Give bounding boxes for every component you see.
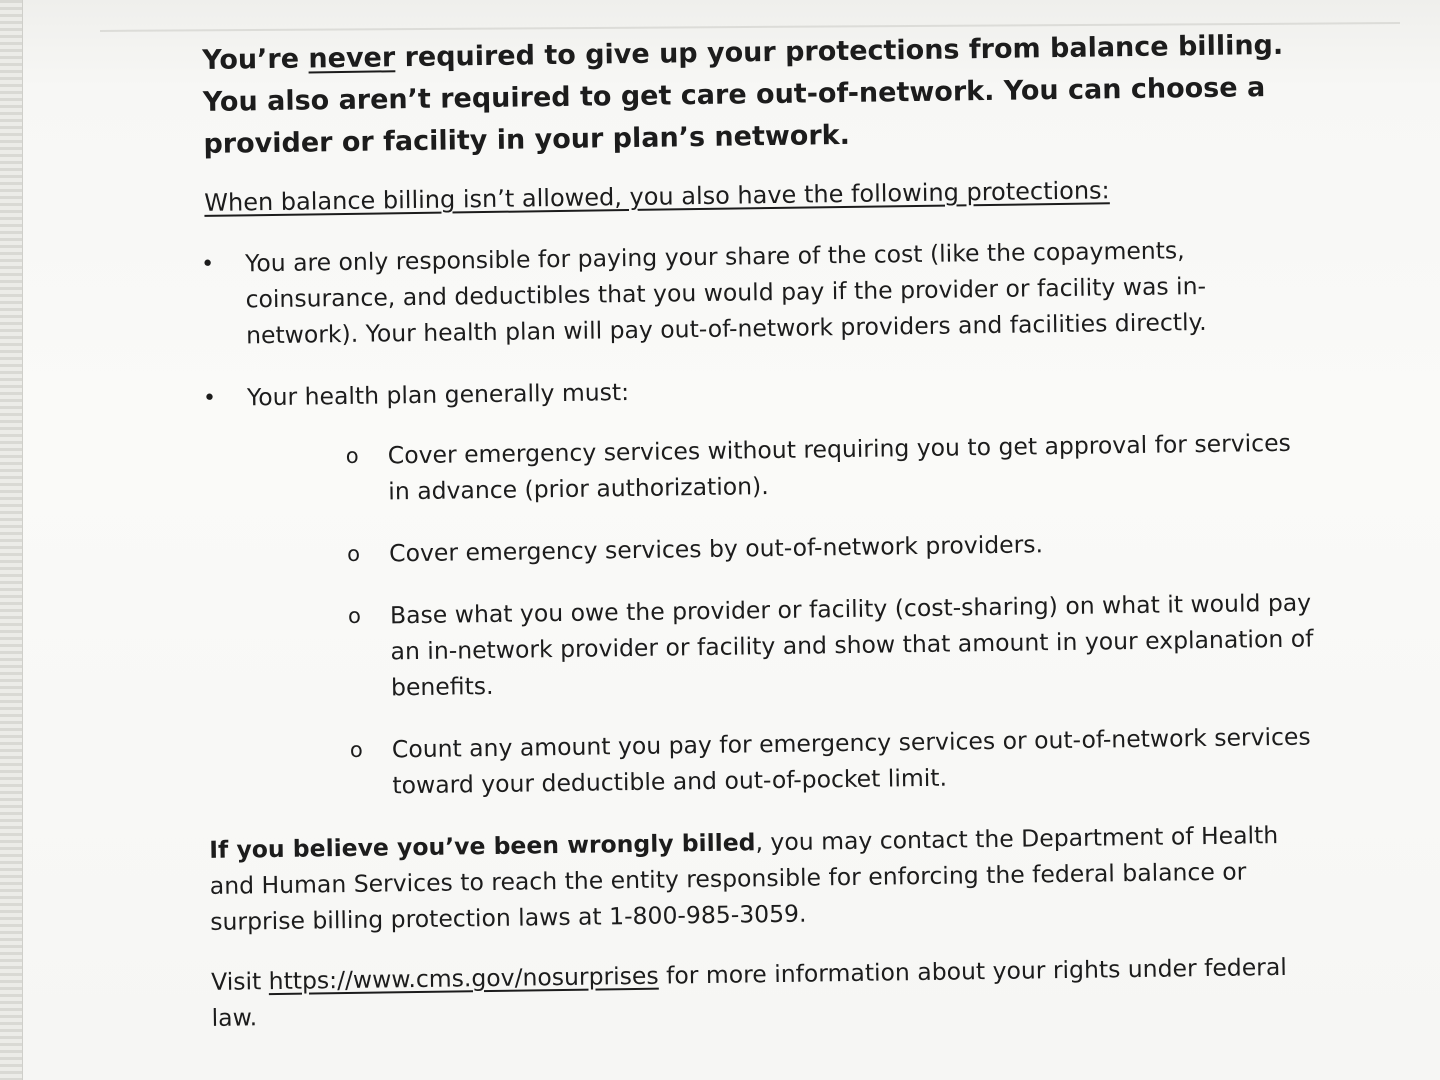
list-item-text: You are only responsible for paying your share of the cost (like the copayments, coinsurance, and deductibles that you would pay if the provider or facility was in-network). Your health plan will pay out-of-network providers and facilities directly. [244,236,1207,350]
list-item [201,230,1312,353]
intro-paragraph [202,25,1310,166]
protections-list [201,230,1319,805]
wrongly-billed-paragraph [209,816,1320,939]
wrongly-billed-bold: If you believe you’ve been wrongly billed [209,828,756,864]
document-page [198,25,1322,1060]
sub-list-item-text: Cover emergency services by out-of-network providers. [388,530,1044,568]
cms-nosurprises-link[interactable]: https://www.cms.gov/nosurprises [268,961,659,996]
circle-bullet-icon: o [347,541,361,566]
sub-list-item [252,718,1319,805]
intro-rest: required to give up your protections from balance billing. You also aren’t required to get care out-of-network. You can choose a provider or facility in your plan’s network. [202,29,1284,160]
sub-list-item-text: Base what you owe the provider or facility (cost-sharing) on what it would pay an in-network provider or facility and show that amount in your explanation of benefits. [389,588,1314,702]
circle-bullet-icon: o [349,737,363,762]
circle-bullet-icon: o [347,603,362,628]
sub-list-item-text: Count any amount you pay for emergency services or out-of-network services toward your deductible and out-of-pocket limit. [391,722,1311,800]
visit-paragraph [211,948,1322,1035]
paper-stack-edge [0,0,23,1080]
visit-suffix: for more information about your rights under federal law. [211,952,1287,1032]
sub-list-item [250,584,1317,707]
intro-never-emphasis: never [308,42,396,75]
circle-bullet-icon: o [345,443,359,468]
sub-list-item-text: Cover emergency services without requiring you to get approval for services in advance (prior authorization). [387,428,1292,506]
list-item-text: Your health plan generally must: [246,378,630,412]
list-item [203,364,1319,805]
visit-prefix: Visit [210,967,269,996]
protections-heading: When balance billing isn’t allowed, you also have the following protections: [204,176,1110,217]
bullet-icon: • [202,385,217,411]
sub-list-item [248,424,1315,511]
wrongly-billed-rest: , you may contact the Department of Health and Human Services to reach the entity responsible for enforcing the federal balance or surprise billing protection laws at 1-800-985-3059. [209,820,1279,936]
sub-list-item [249,522,1315,573]
bullet-icon: • [200,251,215,277]
health-plan-requirements-list [248,424,1319,805]
intro-lead: You’re [202,43,309,76]
